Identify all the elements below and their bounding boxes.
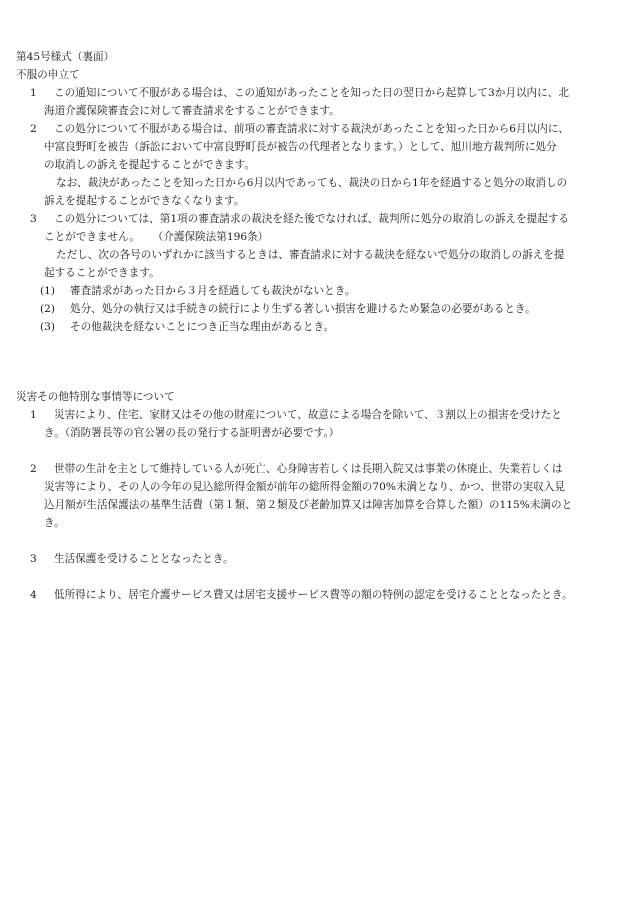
item-text: この処分については、第1項の審査請求の裁決を経た後でなければ、裁判所に処分の取消しの訴えを提起する [54, 213, 570, 225]
note-text: 訴えを提起することができなくなります。 [44, 195, 245, 207]
item-text: ことができません。 [44, 231, 140, 243]
item-text: 海道介護保険審査会に対して審査請求をすることができます。 [44, 105, 340, 117]
item-text: この通知について不服がある場合は、この通知があったことを知った日の翌日から起算して3か月以内に、北 [54, 87, 569, 99]
item-text: の取消しの訴えを提起することができます。 [44, 159, 256, 171]
objection-item-1 [16, 84, 616, 120]
item-number: 2 [30, 463, 37, 475]
subitem-text: その他裁決を経ないことにつき正当な理由があるとき。 [70, 321, 335, 333]
disaster-item-1 [16, 406, 616, 442]
item-text: 中富良野町を被告（訴訟において中富良野町長が被告の代理者となります。）として、旭川地方裁判所に処分 [44, 141, 557, 153]
disaster-item-3 [16, 550, 616, 568]
item-number: 3 [30, 553, 37, 565]
disaster-item-2 [16, 460, 616, 532]
item-text: き。 [44, 517, 65, 529]
objection-item-3 [16, 210, 616, 336]
item-text: 低所得により、居宅介護サービス費又は居宅支援サービス費等の額の特例の認定を受けることとなったとき。 [54, 589, 573, 601]
subitem [16, 282, 616, 300]
disaster-section [16, 388, 616, 604]
subitem-number: (2) [40, 303, 56, 315]
item-number: 4 [30, 589, 37, 601]
item-number: 3 [30, 213, 37, 225]
note-text: なお、裁決があったことを知った日から6月以内であっても、裁決の日から1年を経過すると処分の取消しの [56, 177, 568, 189]
objection-heading: 不服の申立て [16, 69, 80, 81]
proviso-text: ただし、次の各号のいずれかに該当するときは、審査請求に対する裁決を経ないで処分の取消しの訴えを提 [56, 249, 565, 261]
item-text: き。（消防署長等の官公署の長の発行する証明書が必要です。） [44, 427, 340, 439]
subitem-number: (1) [40, 285, 56, 297]
subitem [16, 318, 616, 336]
item-text: 世帯の生計を主として維持している人が死亡、心身障害若しくは長期入院又は事業の休廃止、失業若しくは [54, 463, 563, 475]
disaster-item-4 [16, 586, 616, 604]
subitem-text: 審査請求があった日から３月を経過しても裁決がないとき。 [70, 285, 356, 297]
subitem-number: (3) [40, 321, 56, 333]
item-number: 2 [30, 123, 37, 135]
objection-item-2 [16, 120, 616, 210]
item-number: 1 [30, 87, 37, 99]
subitem-text: 処分、処分の執行又は手続きの続行により生ずる著しい損害を避けるため緊急の必要があるとき。 [70, 303, 536, 315]
item-text: 災害により、住宅、家財又はその他の財産について、故意による場合を除いて、３割以上の損害を受けたと [54, 409, 562, 421]
proviso-text: 起することができます。 [44, 267, 160, 279]
item-text: 生活保護を受けることとなったとき。 [54, 553, 234, 565]
law-reference: （介護保険法第196条） [157, 231, 269, 243]
item-number: 1 [30, 409, 37, 421]
item-text: この処分について不服がある場合は、前項の審査請求に対する裁決があったことを知った日から6月以内に、 [54, 123, 569, 135]
disaster-heading: 災害その他特別な事情等について [16, 391, 175, 403]
item-text: 災害等により、その人の今年の見込総所得金額が前年の総所得金額の70%未満となり、かつ、世帯の実収入見 [44, 481, 566, 493]
subitem [16, 300, 616, 318]
form-label: 第45号様式（裏面） [16, 51, 115, 63]
item-text: 込月額が生活保護法の基準生活費（第１類、第２類及び老齢加算又は障害加算を合算した額）の115%未満のと [44, 499, 573, 511]
